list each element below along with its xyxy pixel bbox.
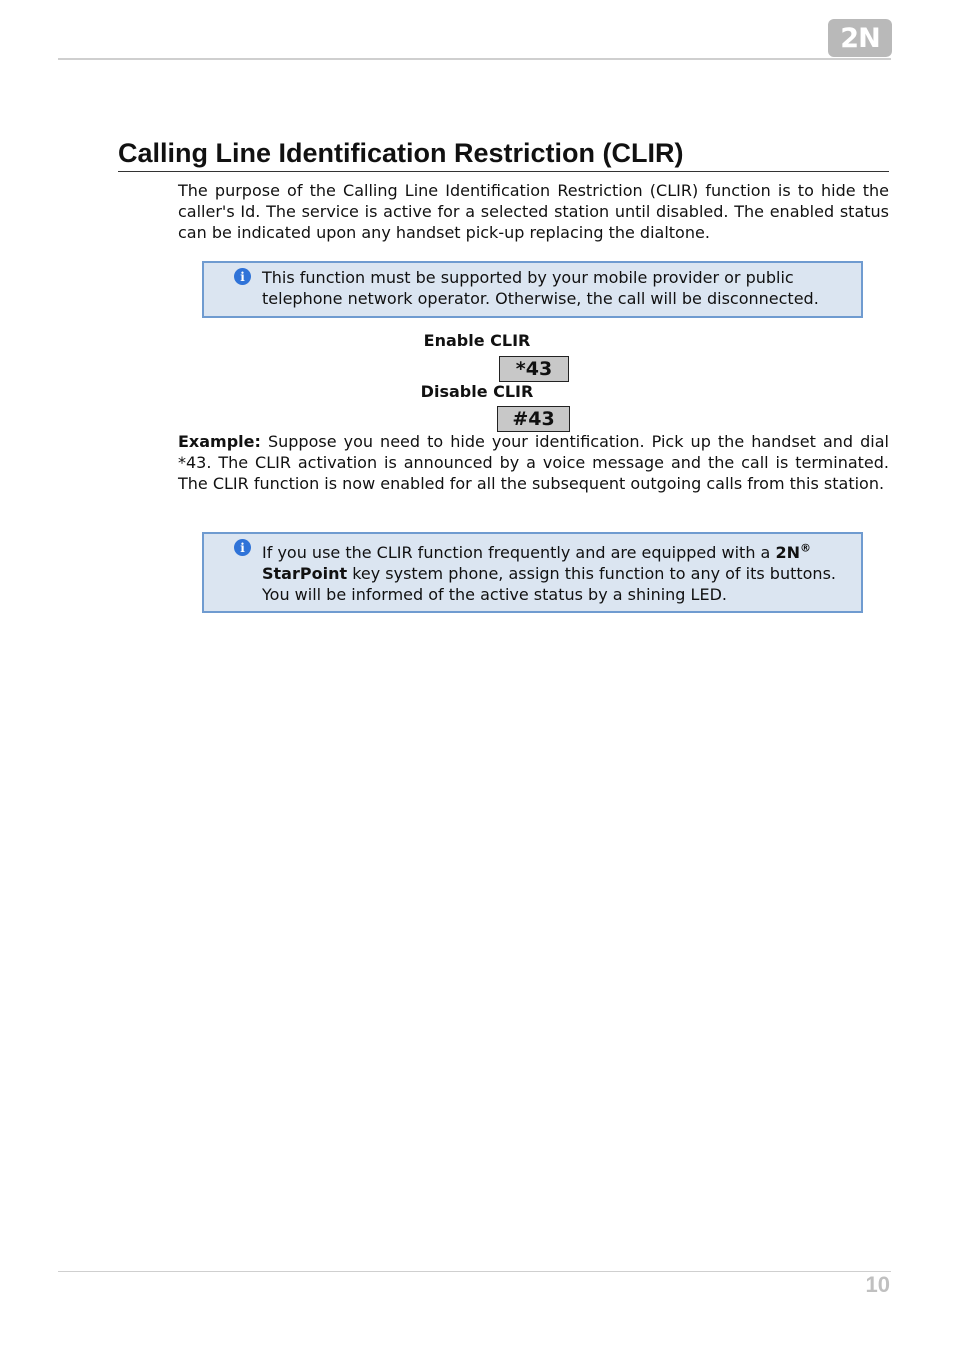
info-icon: i [234,268,251,285]
disable-clir-label: Disable CLIR [420,382,534,401]
intro-paragraph: The purpose of the Calling Line Identification Restriction (CLIR) function is to hide the caller's Id. The service is active for a selected station until disabled. The enabled status can be indicated upon any handset pick-up replacing the dialtone. [178,181,889,242]
note2-text-before: If you use the CLIR function frequently and are equipped with a [262,543,776,562]
example-paragraph [178,431,889,494]
header-rule [58,58,891,60]
info-note-provider-text: This function must be supported by your mobile provider or public telephone network operator. Otherwise, the call will be disconnected. [262,268,819,308]
example-text: Suppose you need to hide your identification. Pick up the handset and dial *43. The CLIR activation is announced by a voice message and the call is terminated. The CLIR function is now enabled for all the subsequent outgoing calls from this station. [178,432,889,493]
disable-clir-code: #43 [497,406,570,432]
info-icon: i [234,539,251,556]
enable-clir-label: Enable CLIR [423,331,531,350]
brand-name: 2N [775,543,800,562]
footer-rule [58,1271,891,1272]
brand-logo [828,19,892,57]
info-note-starpoint [202,532,863,613]
note2-text-after: key system phone, assign this function to any of its buttons. You will be informed of the active status by a shining LED. [262,564,836,604]
page-number: 10 [865,1272,890,1297]
registered-mark: ® [799,541,811,555]
example-label: Example: [178,432,261,451]
product-name: StarPoint [262,564,348,583]
page-title: Calling Line Identification Restriction (CLIR) [118,136,889,172]
enable-clir-code: *43 [499,356,569,382]
info-note-starpoint-text [262,542,845,605]
brand-logo-text: 2N [840,22,880,54]
info-note-provider [202,261,863,318]
